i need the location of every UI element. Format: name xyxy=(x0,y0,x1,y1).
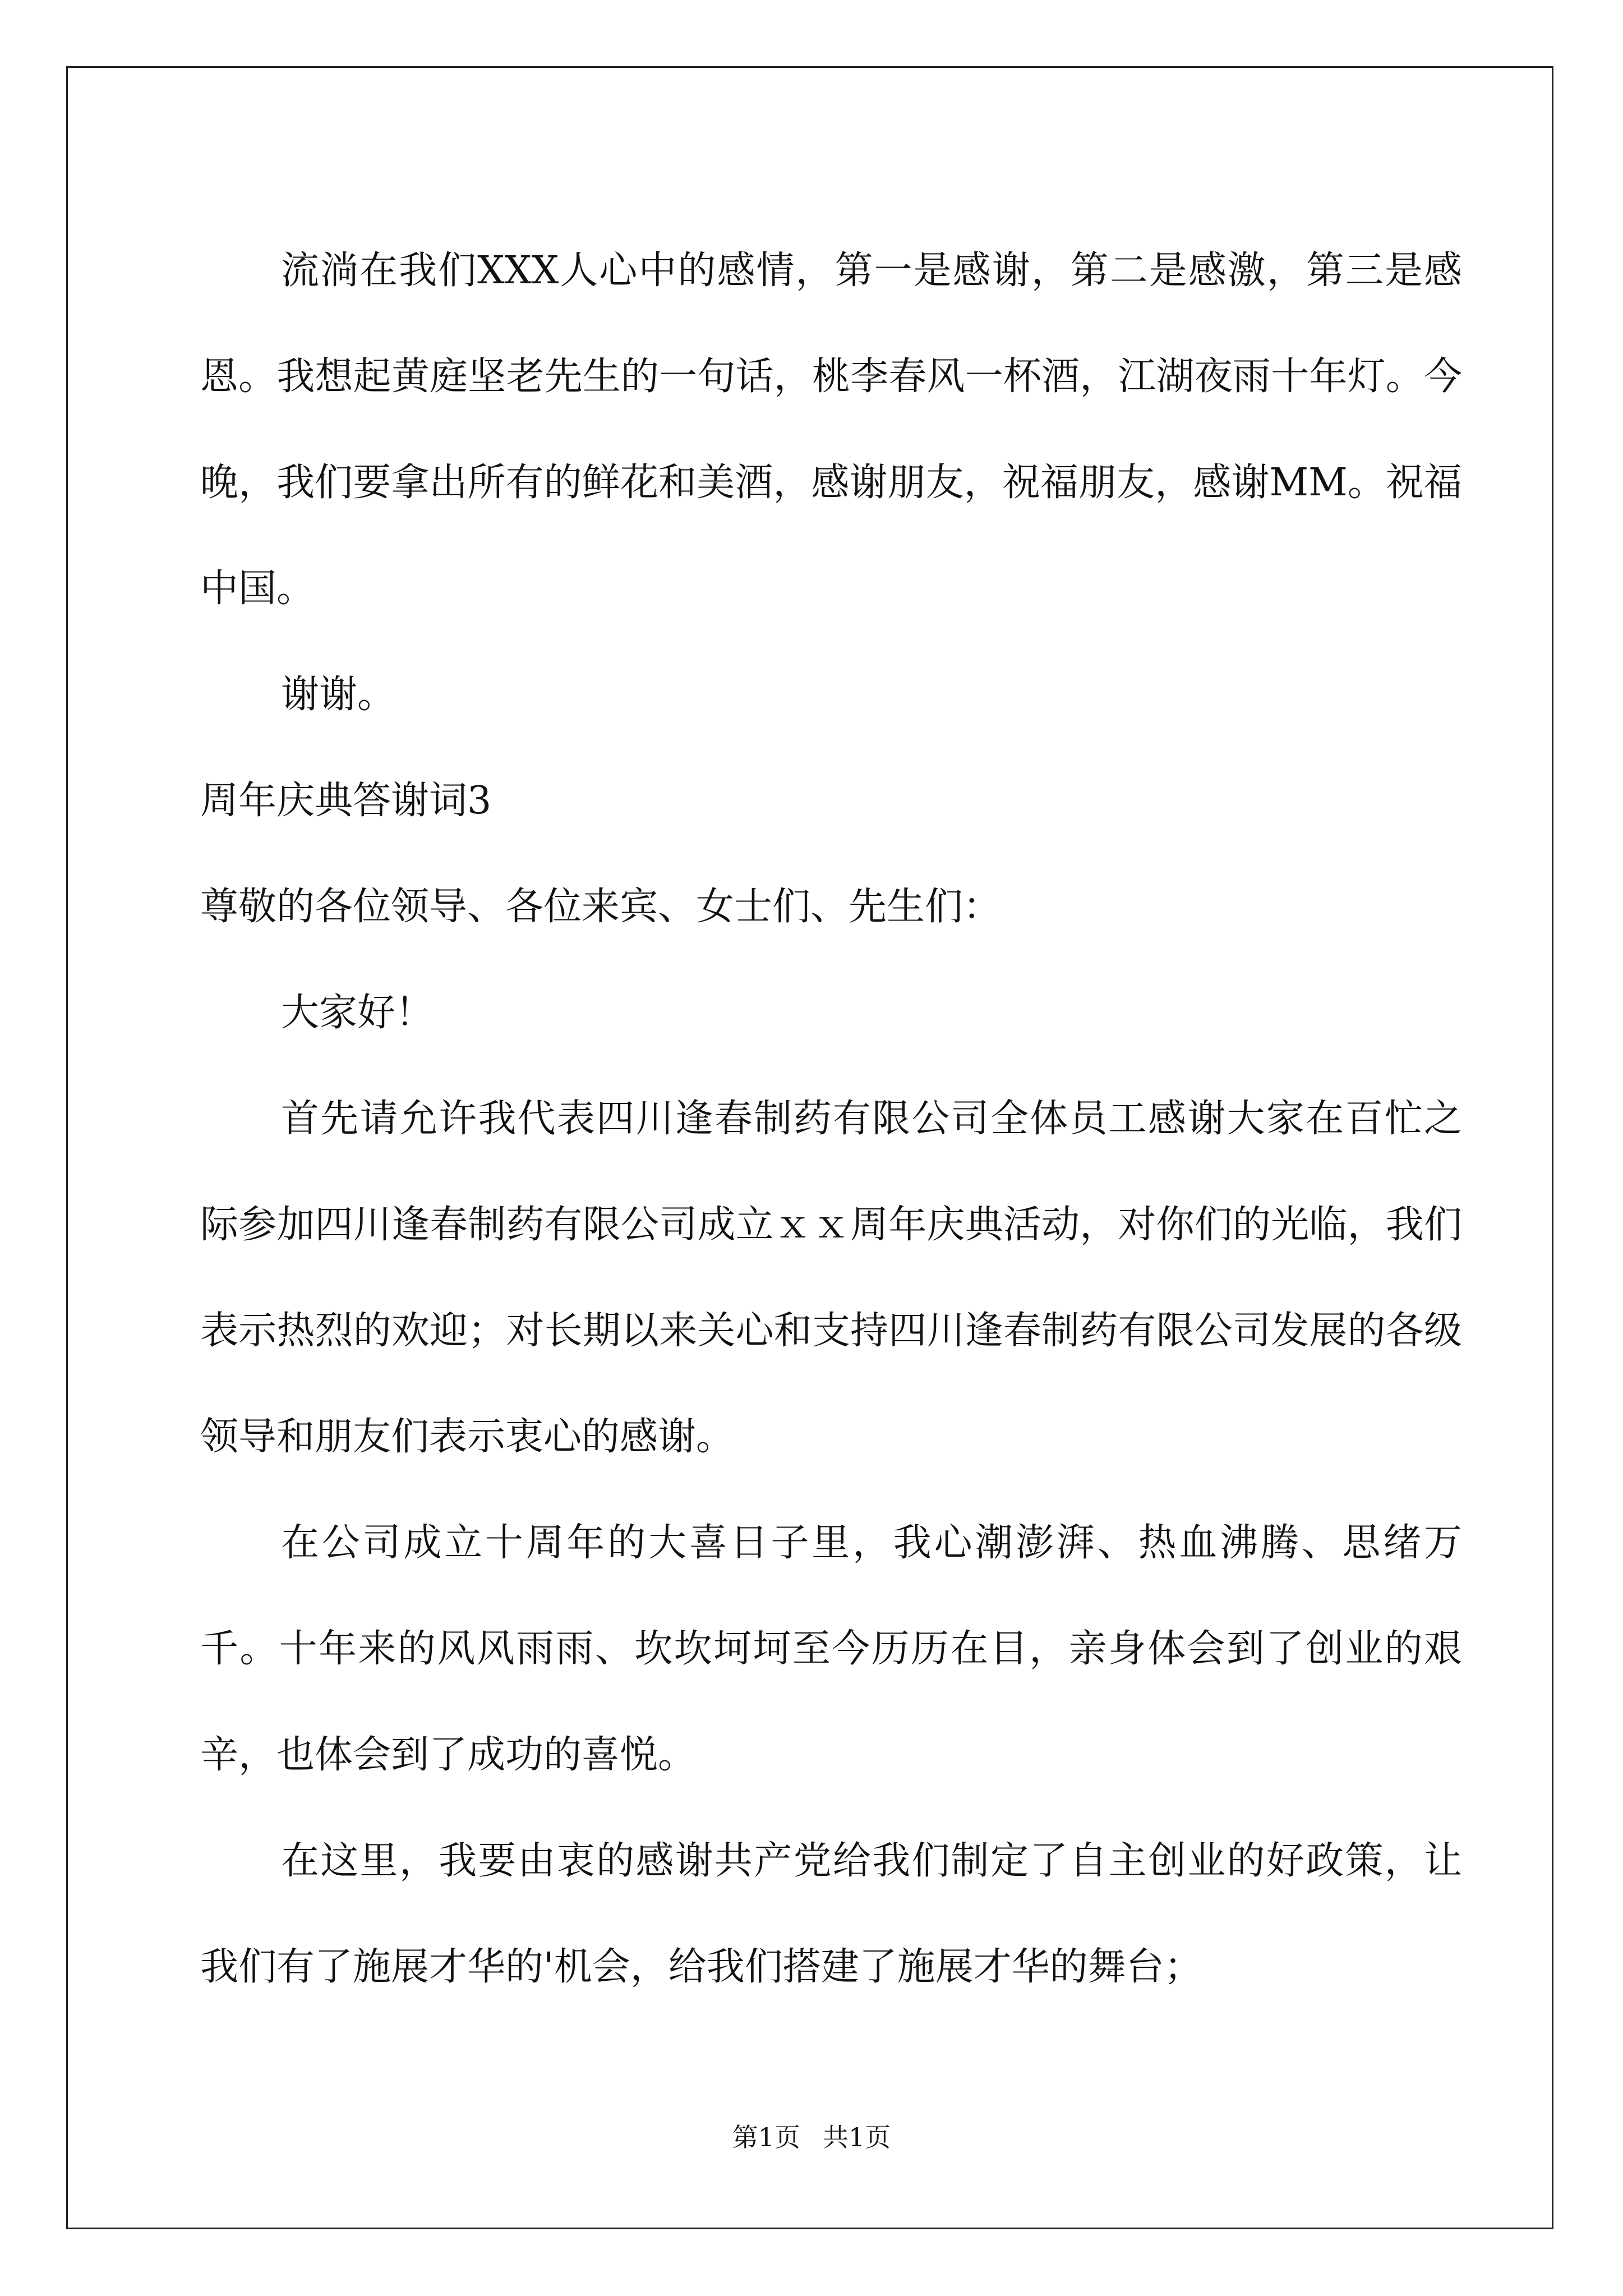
paragraph: 谢谢。 xyxy=(281,673,396,717)
page-footer xyxy=(0,2120,1623,2154)
paragraph: 流淌在我们XXX人心中的感情，第一是感谢，第二是感激，第三是感恩。我想起黄庭坚老先生的一句话，桃李春风一杯酒，江湖夜雨十年灯。今晚，我们要拿出所有的鲜花和美酒，感谢朋友，祝福朋友，感谢MM。祝福中国。 xyxy=(200,249,1462,611)
greeting: 大家好！ xyxy=(281,991,434,1035)
salutation: 尊敬的各位领导、各位来宾、女士们、先生们： xyxy=(200,885,1002,929)
current-page-label: 第1页 xyxy=(732,2122,800,2152)
paragraph: 首先请允许我代表四川逢春制药有限公司全体员工感谢大家在百忙之际参加四川逢春制药有限公司成立ｘｘ周年庆典活动，对你们的光临，我们表示热烈的欢迎；对长期以来关心和支持四川逢春制药有限公司发展的各级领导和朋友们表示衷心的感谢。 xyxy=(200,1097,1462,1459)
section-title: 周年庆典答谢词3 xyxy=(200,779,492,823)
paragraph: 在公司成立十周年的大喜日子里，我心潮澎湃、热血沸腾、思绪万千。十年来的风风雨雨、坎坎坷坷至今历历在目，亲身体会到了创业的艰辛，也体会到了成功的喜悦。 xyxy=(200,1521,1462,1777)
paragraph: 在这里，我要由衷的感谢共产党给我们制定了自主创业的好政策，让我们有了施展才华的'机会，给我们搭建了施展才华的舞台； xyxy=(200,1839,1462,1989)
total-pages-label: 共1页 xyxy=(823,2122,891,2152)
document-body xyxy=(200,218,1462,2020)
